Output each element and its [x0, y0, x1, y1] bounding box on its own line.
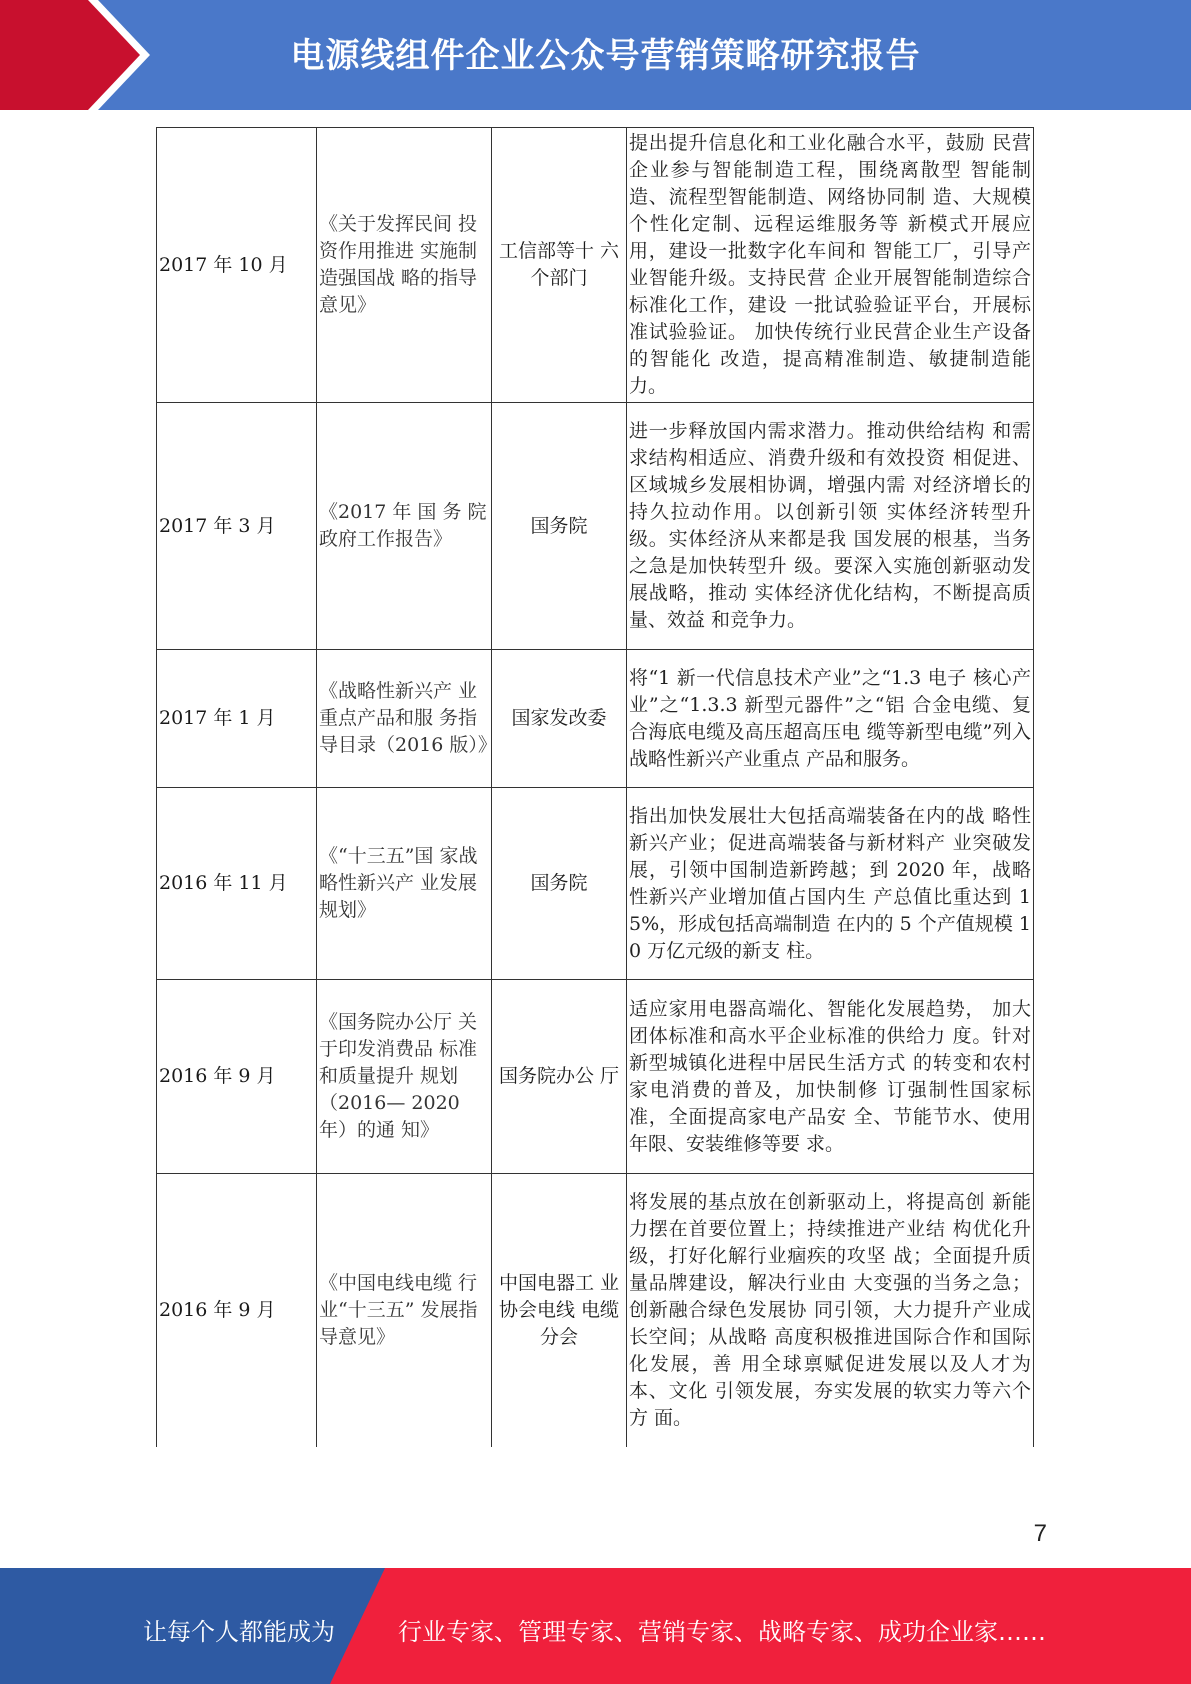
page-footer	[0, 1568, 1191, 1684]
content-cell: 适应家用电器高端化、智能化发展趋势， 加大团体标准和高水平企业标准的供给力 度。针对新型城镇化进程中居民生活方式 的转变和农村家电消费的普及，加快制修 订强制性国家标准，全面提高家电产品安 全、节能节水、使用年限、安装维修等要 求。	[627, 980, 1034, 1174]
date-cell: 2017 年 10 月	[157, 128, 317, 403]
page-number: 7	[1033, 1520, 1047, 1547]
date-cell: 2016 年 9 月	[157, 980, 317, 1174]
report-title: 电源线组件企业公众号营销策略研究报告	[290, 36, 921, 76]
document-cell: 《2017 年 国 务 院政府工作报告》	[317, 403, 492, 650]
date-cell: 2017 年 1 月	[157, 650, 317, 788]
table-row	[157, 980, 1034, 1174]
content-cell: 将“1 新一代信息技术产业”之“1.3 电子 核心产业”之“1.3.3 新型元器件”之“铝 合金电缆、复合海底电缆及高压超高压电 缆等新型电缆”列入战略性新兴产业重点 产品和服务。	[627, 650, 1034, 788]
date-cell: 2017 年 3 月	[157, 403, 317, 650]
department-cell: 国务院	[492, 788, 627, 980]
page-header	[0, 0, 1191, 110]
content-cell: 进一步释放国内需求潜力。推动供给结构 和需求结构相适应、消费升级和有效投资 相促进、区域城乡发展相协调，增强内需 对经济增长的持久拉动作用。以创新引领 实体经济转型升级。实体经济从来都是我 国发展的根基，当务之急是加快转型升 级。要深入实施创新驱动发展战略，推动 实体经济优化结构，不断提高质量、效益 和竞争力。	[627, 403, 1034, 650]
document-cell: 《国务院办公厅 关于印发消费品 标准和质量提升 规划（2016— 2020 年）的通 知》	[317, 980, 492, 1174]
table-row	[157, 128, 1034, 403]
department-cell: 工信部等十 六个部门	[492, 128, 627, 403]
content-cell: 将发展的基点放在创新驱动上，将提高创 新能力摆在首要位置上；持续推进产业结 构优化升级，打好化解行业痼疾的攻坚 战；全面提升质量品牌建设，解决行业由 大变强的当务之急；创新融合绿色发展协 同引领，大力提升产业成长空间；从战略 高度积极推进国际合作和国际化发展，善 用全球禀赋促进发展以及人才为本、文化 引领发展，夯实发展的软实力等六个方 面。	[627, 1174, 1034, 1447]
footer-slogan-left: 让每个人都能成为	[143, 1618, 335, 1646]
table-row	[157, 650, 1034, 788]
table-row	[157, 403, 1034, 650]
department-cell: 中国电器工 业协会电线 电缆分会	[492, 1174, 627, 1447]
content-cell: 指出加快发展壮大包括高端装备在内的战 略性新兴产业；促进高端装备与新材料产 业突破发展，引领中国制造新跨越；到 2020 年，战略性新兴产业增加值占国内生 产总值比重达到 15%，形成包括高端制造 在内的 5 个产值规模 10 万亿元级的新支 柱。	[627, 788, 1034, 980]
department-cell: 国务院	[492, 403, 627, 650]
date-cell: 2016 年 9 月	[157, 1174, 317, 1447]
footer-slogan-right: 行业专家、管理专家、营销专家、战略专家、成功企业家……	[398, 1618, 1046, 1646]
document-cell: 《关于发挥民间 投资作用推进 实施制造强国战 略的指导意见》	[317, 128, 492, 403]
document-cell: 《战略性新兴产 业重点产品和服 务指导目录（2016 版）》	[317, 650, 492, 788]
content-cell: 提出提升信息化和工业化融合水平，鼓励 民营企业参与智能制造工程，围绕离散型 智能制造、流程型智能制造、网络协同制 造、大规模个性化定制、远程运维服务等 新模式开展应用，建设一批数字化车间和 智能工厂，引导产业智能升级。支持民营 企业开展智能制造综合标准化工作，建设 一批试验验证平台，开展标准试验验证。 加快传统行业民营企业生产设备的智能化 改造，提高精准制造、敏捷制造能力。	[627, 128, 1034, 403]
document-cell: 《“十三五”国 家战略性新兴产 业发展规划》	[317, 788, 492, 980]
table-row	[157, 1174, 1034, 1447]
date-cell: 2016 年 11 月	[157, 788, 317, 980]
table-row	[157, 788, 1034, 980]
department-cell: 国务院办公 厅	[492, 980, 627, 1174]
policy-table	[156, 127, 1034, 1447]
document-cell: 《中国电线电缆 行业“十三五” 发展指导意见》	[317, 1174, 492, 1447]
department-cell: 国家发改委	[492, 650, 627, 788]
